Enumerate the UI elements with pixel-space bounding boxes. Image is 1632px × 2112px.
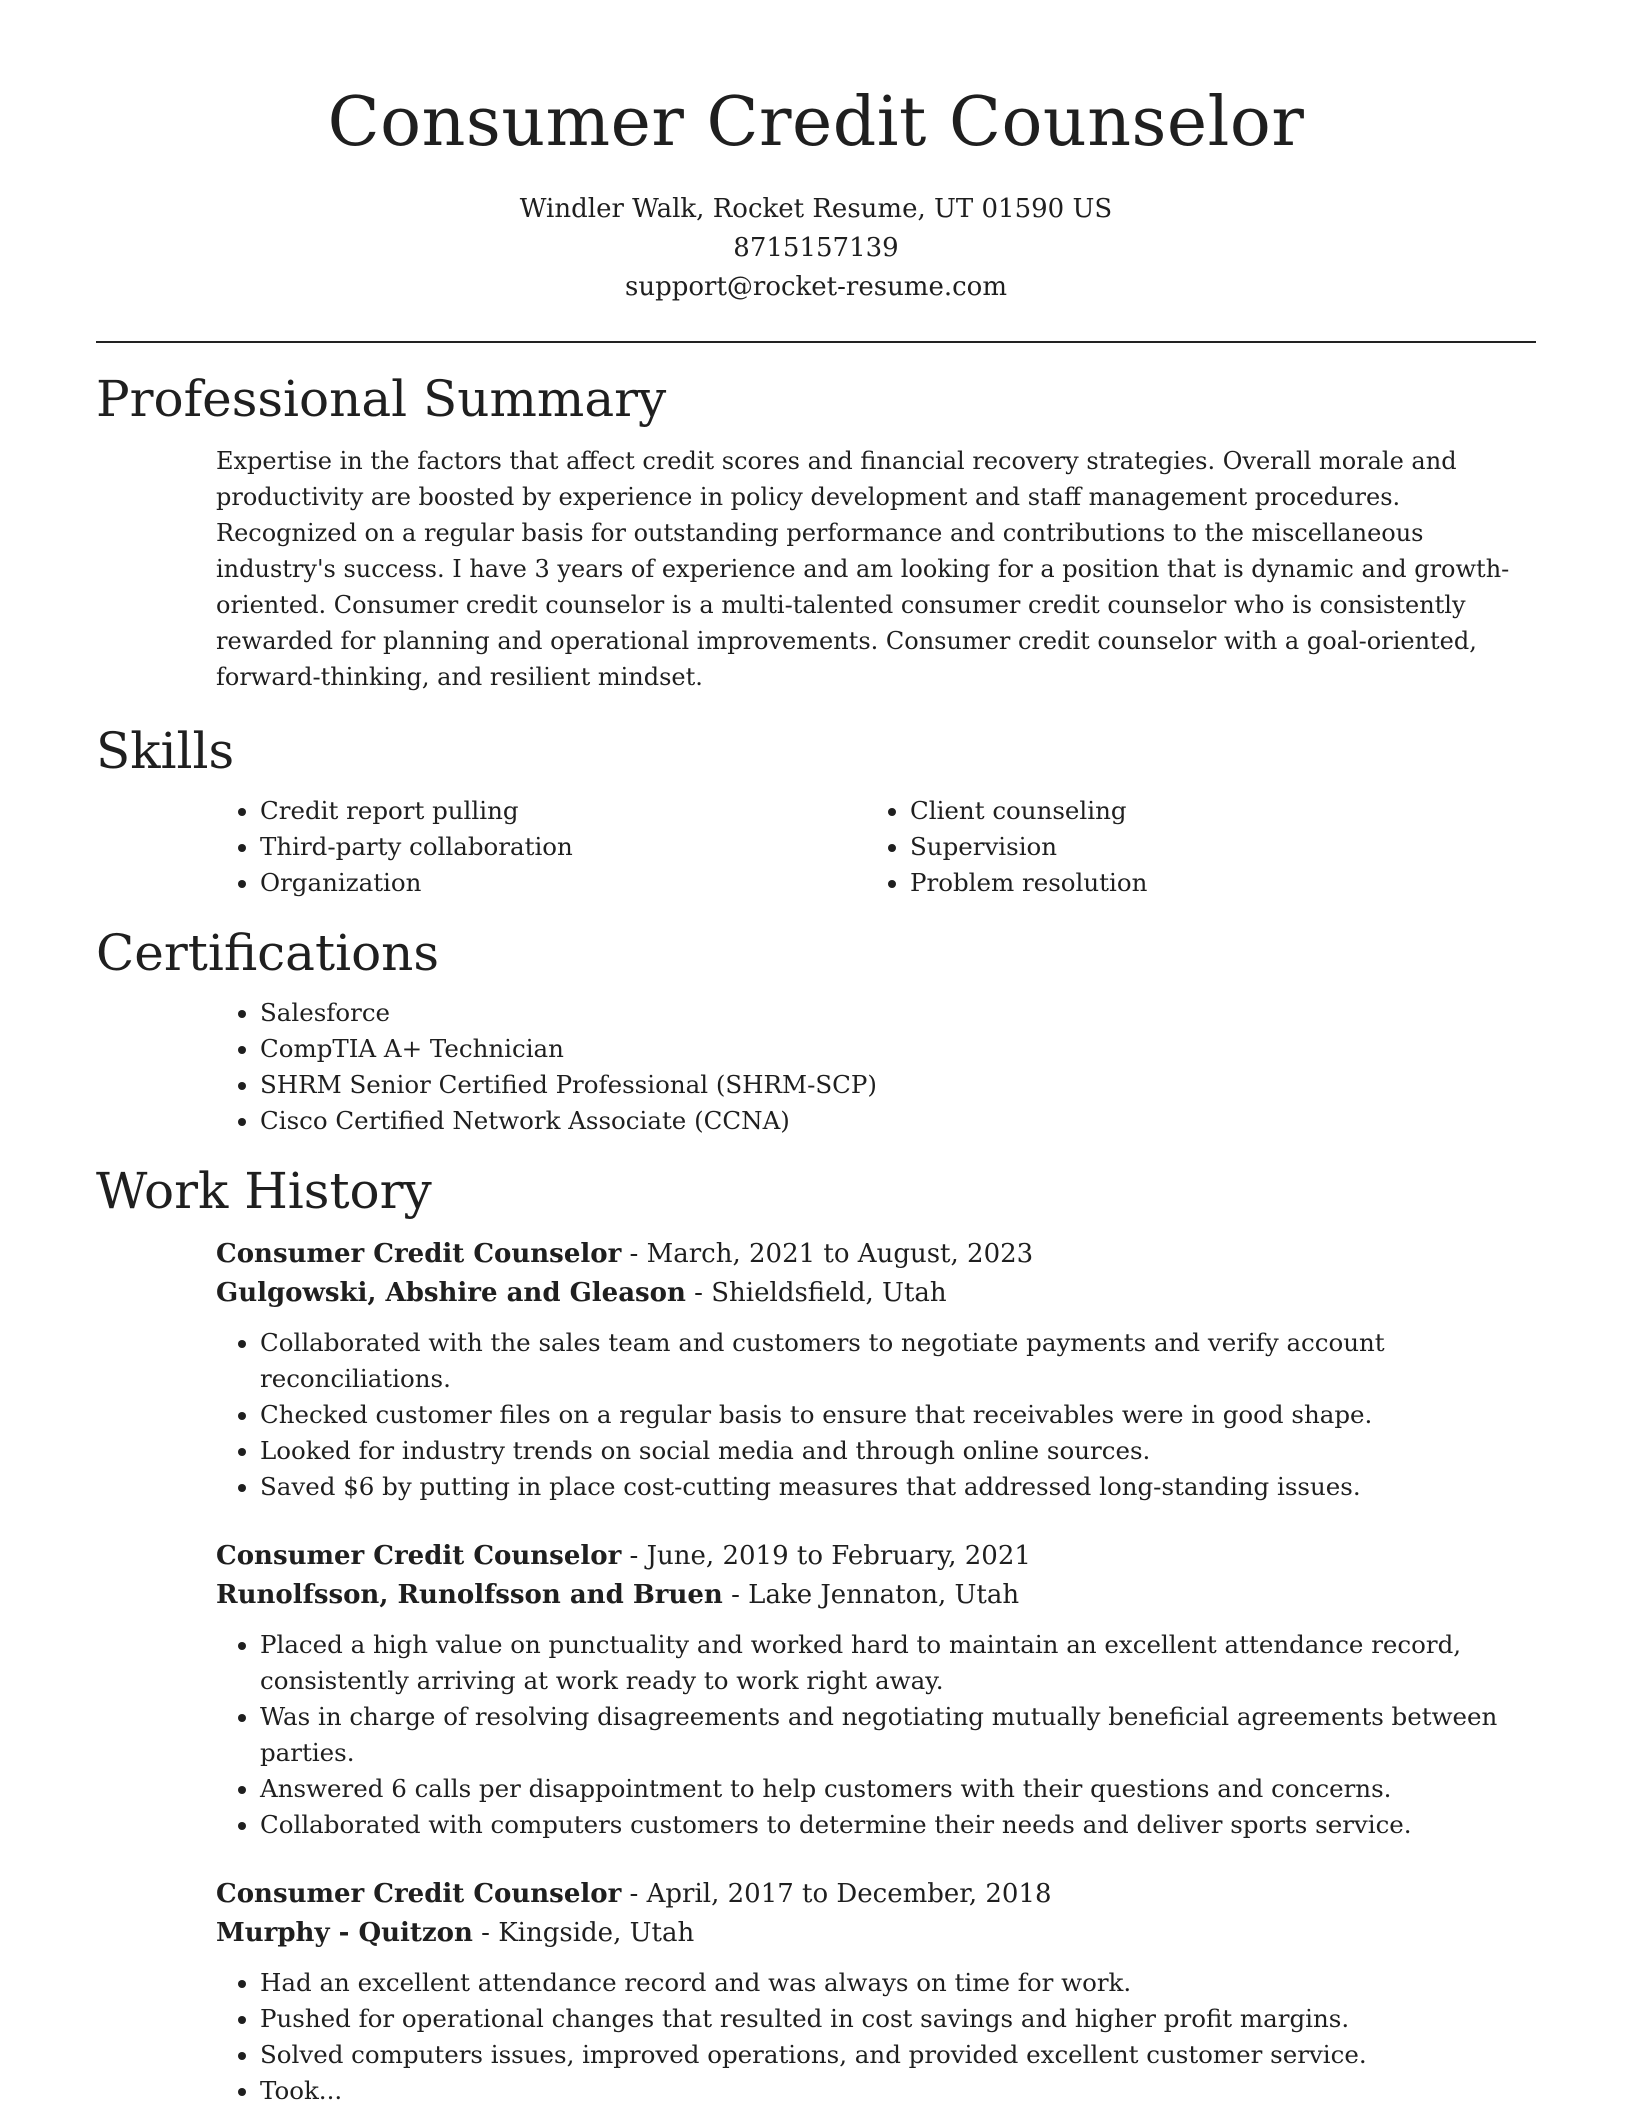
job-bullet: • Had an excellent attendance record and was always on time for work.: [260, 1965, 1536, 2001]
summary-heading: Professional Summary: [96, 370, 667, 429]
job-bullet: • Was in charge of resolving disagreements and negotiating mutually beneficial agreements between parties.: [260, 1699, 1536, 1771]
job-title: Consumer Credit Counselor: [216, 1879, 622, 1910]
phone-text: 8715157139: [733, 233, 899, 264]
job-entry: [216, 1235, 1536, 1505]
summary-paragraph: Expertise in the factors that affect credit scores and financial recovery strategies. Overall morale and productivity are boosted by experience in policy development and staff management procedures. Recognized on a regular basis for outstanding performance and contributions to the miscellaneous industry's success. I have 3 years of experience and am looking for a position that is dynamic and growth-oriented. Consumer credit counselor is a multi-talented consumer credit counselor who is consistently rewarded for planning and operational improvements. Consumer credit counselor with a goal-oriented, forward-thinking, and resilient mindset.: [216, 447, 1510, 692]
job-company-line: [216, 1274, 1536, 1313]
job-bullet: • Solved computers issues, improved operations, and provided excellent customer service.: [260, 2037, 1536, 2073]
skill-item: • Problem resolution: [910, 865, 1536, 901]
job-bullet: • Placed a high value on punctuality and worked hard to maintain an excellent attendance record, consistently arriving at work ready to work right away.: [260, 1627, 1536, 1699]
separator: -: [722, 1580, 749, 1611]
skill-item: • Client counseling: [910, 793, 1536, 829]
skill-item: • Organization: [260, 865, 866, 901]
skill-item: • Credit report pulling: [260, 793, 866, 829]
skills-list-left: [216, 793, 866, 901]
skill-item: • Third-party collaboration: [260, 829, 866, 865]
certifications-heading: Certifications: [96, 924, 440, 983]
job-company-line: [216, 1914, 1536, 1953]
certification-item: • Salesforce: [260, 995, 1536, 1031]
resume-header: [96, 0, 1536, 307]
job-dates: June, 2019 to February, 2021: [646, 1541, 1031, 1572]
job-bullets: [216, 1627, 1536, 1843]
job-bullet: • Pushed for operational changes that resulted in cost savings and higher profit margins.: [260, 2001, 1536, 2037]
job-bullet: • Looked for industry trends on social media and through online sources.: [260, 1433, 1536, 1469]
job-entry: [216, 1875, 1536, 2109]
separator: -: [621, 1239, 647, 1270]
contact-block: [96, 190, 1536, 307]
certification-item: • CompTIA A+ Technician: [260, 1031, 1536, 1067]
certification-item: • Cisco Certified Network Associate (CCNA): [260, 1103, 1536, 1139]
separator: -: [621, 1879, 647, 1910]
candidate-name: Consumer Credit Counselor: [327, 83, 1305, 162]
job-company-line: [216, 1576, 1536, 1615]
address-text: Windler Walk, Rocket Resume, UT 01590 US: [519, 194, 1113, 225]
job-dates: March, 2021 to August, 2023: [646, 1239, 1034, 1270]
job-bullets: [216, 1965, 1536, 2109]
company-name: Gulgowski, Abshire and Gleason: [216, 1278, 686, 1309]
email-text: support@rocket-resume.com: [624, 272, 1007, 303]
skill-item: • Supervision: [910, 829, 1536, 865]
skills-section: [96, 721, 1536, 901]
job-location: Shieldsfield, Utah: [711, 1278, 947, 1309]
certifications-list: [216, 995, 1536, 1139]
job-bullets: [216, 1325, 1536, 1505]
job-bullet: • Checked customer files on a regular basis to ensure that receivables were in good shape.: [260, 1397, 1536, 1433]
job-title-line: [216, 1537, 1536, 1576]
company-name: Murphy - Quitzon: [216, 1918, 473, 1949]
job-location: Kingside, Utah: [498, 1918, 695, 1949]
job-bullet: • Saved $6 by putting in place cost-cutting measures that addressed long-standing issues.: [260, 1469, 1536, 1505]
job-title-line: [216, 1875, 1536, 1914]
skills-list-right: [866, 793, 1536, 901]
skills-heading: Skills: [96, 722, 235, 781]
separator: -: [685, 1278, 712, 1309]
separator: -: [472, 1918, 499, 1949]
job-dates: April, 2017 to December, 2018: [646, 1879, 1052, 1910]
job-bullet: • Answered 6 calls per disappointment to help customers with their questions and concerns.: [260, 1771, 1536, 1807]
job-title: Consumer Credit Counselor: [216, 1239, 622, 1270]
skills-grid: [96, 793, 1536, 901]
separator: -: [621, 1541, 647, 1572]
work-history-heading: Work History: [96, 1162, 432, 1221]
summary-section: [96, 369, 1536, 695]
company-name: Runolfsson, Runolfsson and Bruen: [216, 1580, 723, 1611]
job-location: Lake Jennaton, Utah: [748, 1580, 1020, 1611]
job-title-line: [216, 1235, 1536, 1274]
job-title: Consumer Credit Counselor: [216, 1541, 622, 1572]
certifications-section: [96, 923, 1536, 1139]
certification-item: • SHRM Senior Certified Professional (SHRM-SCP): [260, 1067, 1536, 1103]
job-entry: [216, 1537, 1536, 1843]
job-bullet: • Collaborated with the sales team and customers to negotiate payments and verify account reconciliations.: [260, 1325, 1536, 1397]
header-divider: [96, 341, 1536, 343]
work-history-section: [96, 1161, 1536, 2109]
job-bullet: • Took...: [260, 2073, 1536, 2109]
job-bullet: • Collaborated with computers customers to determine their needs and deliver sports service.: [260, 1807, 1536, 1843]
